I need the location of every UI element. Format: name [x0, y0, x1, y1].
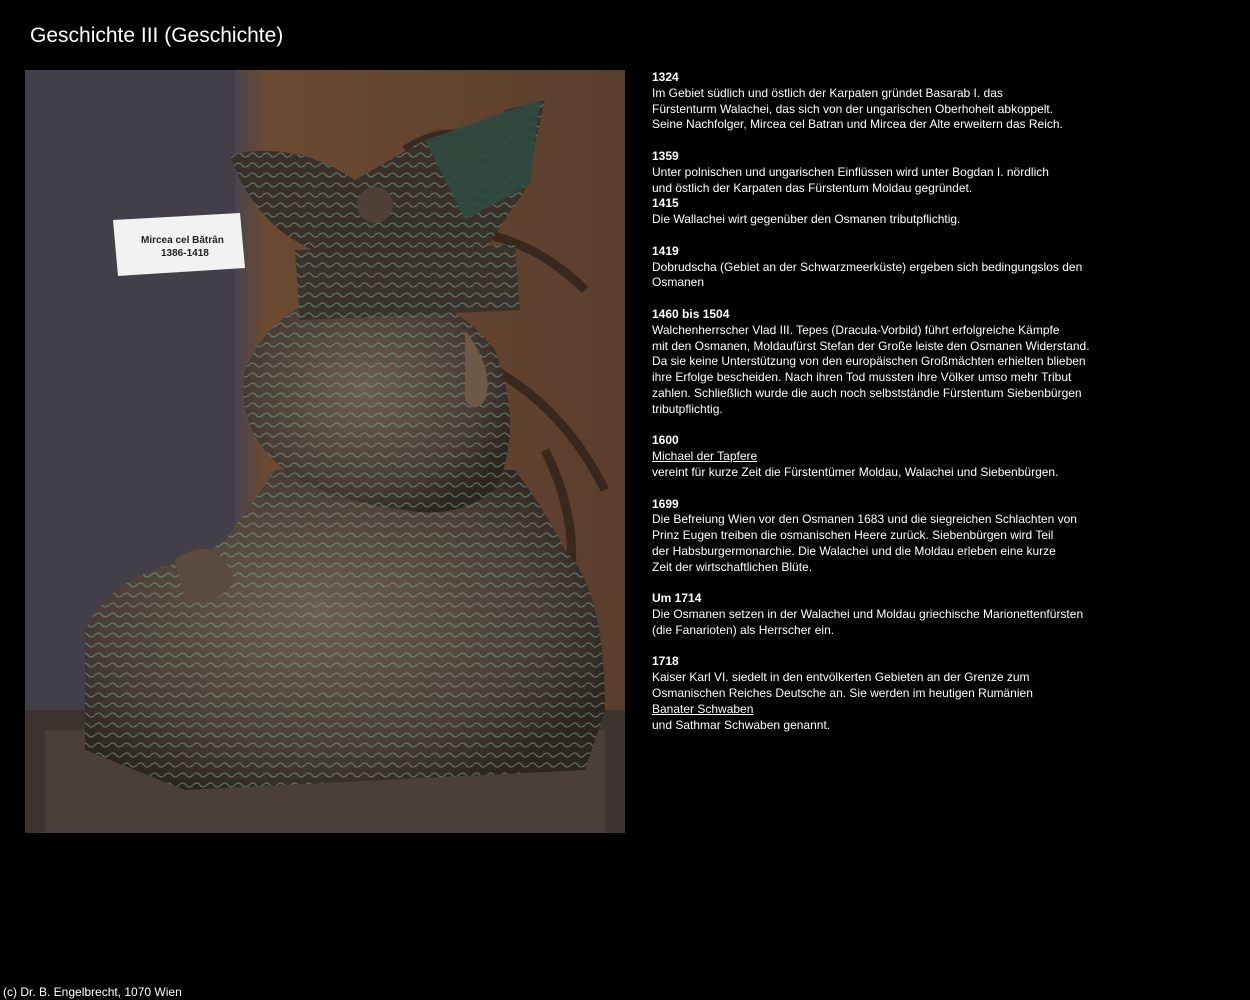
michael-der-tapfere-link[interactable]: Michael der Tapfere	[652, 449, 758, 464]
entry-year: 1718	[652, 654, 679, 669]
entry-line: Fürstenturm Walachei, das sich von der ungarischen Oberhoheit abkoppelt.	[652, 101, 1054, 116]
entry-line: Die Osmanen setzen in der Walachei und Moldau griechische Marionettenfürsten	[652, 607, 1084, 622]
entry-um-1714	[652, 591, 1112, 638]
entry-line: ihre Erfolge bescheiden. Nach ihren Tod mussten ihre Völker umso mehr Tribut	[652, 370, 1072, 385]
entry-line: und Sathmar Schwaben genannt.	[652, 717, 831, 732]
entry-line: Osmanen	[652, 275, 705, 290]
banater-schwaben-link[interactable]: Banater Schwaben	[652, 701, 754, 716]
entry-line: tributpflichtig.	[652, 401, 723, 416]
entry-line: Im Gebiet südlich und östlich der Karpaten gründet Basarab I. das	[652, 85, 1003, 100]
entry-1600	[652, 433, 1112, 480]
copyright-footer: (c) Dr. B. Engelbrecht, 1070 Wien	[3, 985, 182, 999]
entry-line: vereint für kurze Zeit die Fürstentümer Moldau, Walachei und Siebenbürgen.	[652, 464, 1059, 479]
entry-line: Da sie keine Unterstützung von den europäischen Großmächten erhielten blieben	[652, 354, 1086, 369]
history-text	[652, 70, 1112, 749]
entry-year: 1460 bis 1504	[652, 306, 730, 321]
entry-line: mit den Osmanen, Moldaufürst Stefan der Große leiste den Osmanen Widerstand.	[652, 338, 1090, 353]
entry-line: Die Wallachei wirt gegenüber den Osmanen tributpflichtig.	[652, 212, 961, 227]
entry-year: 1419	[652, 243, 679, 258]
page-title: Geschichte III (Geschichte)	[30, 24, 284, 47]
entry-1699	[652, 497, 1112, 576]
entry-line: Kaiser Karl VI. siedelt in den entvölkerten Gebieten an der Grenze zum	[652, 670, 1030, 685]
entry-year: 1415	[652, 196, 679, 211]
entry-1718	[652, 654, 1112, 733]
entry-line: und östlich der Karpaten das Fürstentum Moldau gegründet.	[652, 180, 973, 195]
entry-line: Unter polnischen und ungarischen Einflüssen wird unter Bogdan I. nördlich	[652, 164, 1049, 179]
entry-line: Zeit der wirtschaftlichen Blüte.	[652, 559, 813, 574]
entry-line: Seine Nachfolger, Mircea cel Batran und Mircea der Alte erweitern das Reich.	[652, 117, 1063, 132]
plaque-name: Mircea cel Bătrân	[141, 235, 224, 246]
entry-1419	[652, 244, 1112, 291]
entry-year: 1359	[652, 148, 679, 163]
entry-1324	[652, 70, 1112, 133]
bust-photo	[25, 70, 625, 833]
entry-line: Osmanischen Reiches Deutsche an. Sie werden im heutigen Rumänien	[652, 686, 1033, 701]
entry-line: der Habsburgermonarchie. Die Walachei und die Moldau erleben eine kurze	[652, 543, 1056, 558]
entry-line: Prinz Eugen treiben die osmanischen Heere zurück. Siebenbürgen wird Teil	[652, 528, 1054, 543]
entry-year: 1324	[652, 70, 679, 84]
entry-1359	[652, 149, 1112, 196]
entry-year: Um 1714	[652, 591, 702, 606]
entry-line: Die Befreiung Wien vor den Osmanen 1683 und die siegreichen Schlachten von	[652, 512, 1077, 527]
entry-year: 1699	[652, 496, 679, 511]
plaque-years: 1386-1418	[161, 248, 209, 259]
entry-1460-1504	[652, 307, 1112, 418]
entry-1415	[652, 196, 1112, 228]
entry-line: Walchenherrscher Vlad III. Tepes (Dracula-Vorbild) führt erfolgreiche Kämpfe	[652, 322, 1060, 337]
name-plaque	[113, 213, 245, 276]
entry-year: 1600	[652, 433, 679, 448]
entry-line: Dobrudscha (Gebiet an der Schwarzmeerküste) ergeben sich bedingungslos den	[652, 259, 1083, 274]
entry-line: (die Fanarioten) als Herrscher ein.	[652, 622, 835, 637]
entry-line: zahlen. Schließlich wurde die auch noch selbstständie Fürstentum Siebenbürgen	[652, 385, 1082, 400]
